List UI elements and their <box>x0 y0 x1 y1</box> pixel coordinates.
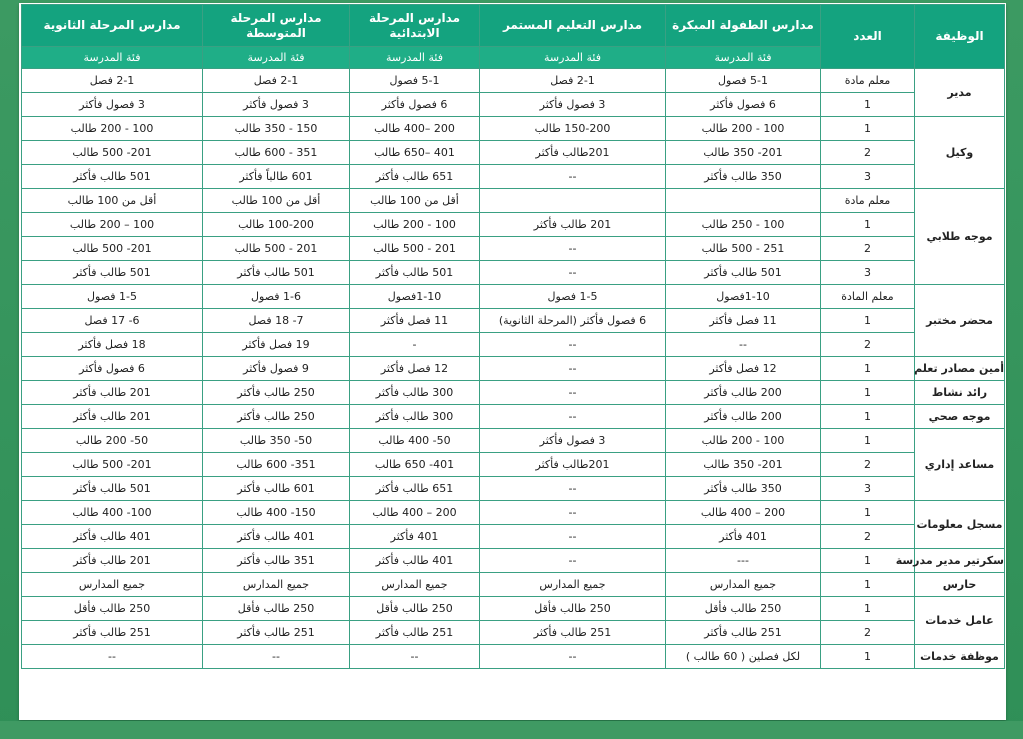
continuing-cell: -- <box>480 405 666 429</box>
count-cell: 2 <box>821 453 915 477</box>
table-row <box>22 429 1005 453</box>
early-cell: 200 طالب فأكثر <box>666 405 821 429</box>
continuing-cell: جميع المدارس <box>480 573 666 597</box>
middle-cell: 401 طالب فأكثر <box>203 525 350 549</box>
table-row <box>22 69 1005 93</box>
middle-cell: 19 فصل فأكثر <box>203 333 350 357</box>
count-cell: 1 <box>821 381 915 405</box>
role-cell: أمين مصادر تعلم <box>915 357 1005 381</box>
continuing-cell <box>480 189 666 213</box>
middle-cell: 250 طالب فأقل <box>203 597 350 621</box>
middle-cell: 351 - 600 طالب <box>203 141 350 165</box>
role-cell: محضر مختبر <box>915 285 1005 357</box>
count-cell: 1 <box>821 405 915 429</box>
early-cell: 350 طالب فأكثر <box>666 165 821 189</box>
secondary-cell: 250 طالب فأقل <box>22 597 203 621</box>
primary-cell: 12 فصل فأكثر <box>350 357 480 381</box>
middle-cell: 201 - 500 طالب <box>203 237 350 261</box>
subheader-school-category: فئة المدرسة <box>203 47 350 69</box>
primary-cell: 651 طالب فأكثر <box>350 477 480 501</box>
role-cell: موجه صحي <box>915 405 1005 429</box>
subheader-school-category: فئة المدرسة <box>350 47 480 69</box>
early-cell: 100 - 200 طالب <box>666 429 821 453</box>
middle-cell: 7- 18 فصل <box>203 309 350 333</box>
count-cell: 1 <box>821 309 915 333</box>
middle-cell: 150- 400 طالب <box>203 501 350 525</box>
primary-cell: 401 –650 طالب <box>350 141 480 165</box>
secondary-cell: 1-5 فصول <box>22 285 203 309</box>
secondary-cell: 201 طالب فأكثر <box>22 549 203 573</box>
primary-cell: 201 - 500 طالب <box>350 237 480 261</box>
count-cell: 1 <box>821 597 915 621</box>
header-continuing-education: مدارس التعليم المستمر <box>480 5 666 47</box>
count-cell: 1 <box>821 357 915 381</box>
subheader-school-category: فئة المدرسة <box>22 47 203 69</box>
table-row <box>22 597 1005 621</box>
primary-cell: 401- 650 طالب <box>350 453 480 477</box>
table-row <box>22 645 1005 669</box>
staffing-table <box>21 4 1005 669</box>
continuing-cell: -- <box>480 501 666 525</box>
middle-cell: 1-6 فصول <box>203 285 350 309</box>
continuing-cell: 201طالب فأكثر <box>480 453 666 477</box>
middle-cell: 251 طالب فأكثر <box>203 621 350 645</box>
primary-cell: -- <box>350 645 480 669</box>
table-row <box>22 501 1005 525</box>
count-cell: 2 <box>821 141 915 165</box>
continuing-cell: 3 فصول فأكثر <box>480 93 666 117</box>
continuing-cell: -- <box>480 261 666 285</box>
table-row <box>22 165 1005 189</box>
header-middle: مدارس المرحلة المتوسطة <box>203 5 350 47</box>
table-row <box>22 261 1005 285</box>
primary-cell: 50- 400 طالب <box>350 429 480 453</box>
primary-cell: 251 طالب فأكثر <box>350 621 480 645</box>
early-cell: 1-10فصول <box>666 285 821 309</box>
early-cell: 100 - 250 طالب <box>666 213 821 237</box>
continuing-cell: 1-5 فصول <box>480 285 666 309</box>
table-row <box>22 405 1005 429</box>
secondary-cell: 201- 500 طالب <box>22 141 203 165</box>
secondary-cell: 2-1 فصل <box>22 69 203 93</box>
early-cell: --- <box>666 549 821 573</box>
table-row <box>22 117 1005 141</box>
secondary-cell: 201- 500 طالب <box>22 237 203 261</box>
middle-cell: 9 فصول فأكثر <box>203 357 350 381</box>
role-cell: وكيل <box>915 117 1005 189</box>
middle-cell: 150 - 350 طالب <box>203 117 350 141</box>
role-cell: مساعد إداري <box>915 429 1005 501</box>
header-count: العدد <box>821 5 915 69</box>
primary-cell: 200 – 400 طالب <box>350 501 480 525</box>
early-cell: 401 فأكثر <box>666 525 821 549</box>
table-row <box>22 141 1005 165</box>
primary-cell: 5-1 فصول <box>350 69 480 93</box>
bottom-border <box>0 721 1023 739</box>
count-cell: معلم مادة <box>821 69 915 93</box>
early-cell: 5-1 فصول <box>666 69 821 93</box>
secondary-cell: 201 طالب فأكثر <box>22 405 203 429</box>
continuing-cell: -- <box>480 165 666 189</box>
primary-cell: 300 طالب فأكثر <box>350 381 480 405</box>
subheader-school-category: فئة المدرسة <box>666 47 821 69</box>
role-cell: مدير <box>915 69 1005 117</box>
secondary-cell: 501 طالب فأكثر <box>22 477 203 501</box>
continuing-cell: 201 طالب فأكثر <box>480 213 666 237</box>
primary-cell: جميع المدارس <box>350 573 480 597</box>
secondary-cell: 201 طالب فأكثر <box>22 381 203 405</box>
header-primary: مدارس المرحلة الابتدائية <box>350 5 480 47</box>
count-cell: 1 <box>821 93 915 117</box>
early-cell: 200 طالب فأكثر <box>666 381 821 405</box>
count-cell: 2 <box>821 237 915 261</box>
secondary-cell: 18 فصل فأكثر <box>22 333 203 357</box>
early-cell: 350 طالب فأكثر <box>666 477 821 501</box>
early-cell: لكل فصلين ( 60 طالب ) <box>666 645 821 669</box>
count-cell: 1 <box>821 117 915 141</box>
table-row <box>22 285 1005 309</box>
role-cell: رائد نشاط <box>915 381 1005 405</box>
continuing-cell: 6 فصول فأكثر (المرحلة الثانوية) <box>480 309 666 333</box>
subheader-school-category: فئة المدرسة <box>480 47 666 69</box>
table-row <box>22 237 1005 261</box>
continuing-cell: 2-1 فصل <box>480 69 666 93</box>
table-row <box>22 357 1005 381</box>
middle-cell: 50- 350 طالب <box>203 429 350 453</box>
table-row <box>22 93 1005 117</box>
early-cell: 200 – 400 طالب <box>666 501 821 525</box>
continuing-cell: -- <box>480 525 666 549</box>
middle-cell: 100-200 طالب <box>203 213 350 237</box>
count-cell: 3 <box>821 165 915 189</box>
early-cell: 501 طالب فأكثر <box>666 261 821 285</box>
count-cell: 1 <box>821 549 915 573</box>
count-cell: 1 <box>821 645 915 669</box>
secondary-cell: 100 – 200 طالب <box>22 213 203 237</box>
role-cell: مسجل معلومات <box>915 501 1005 549</box>
table-row <box>22 309 1005 333</box>
table-row <box>22 573 1005 597</box>
continuing-cell: 251 طالب فأكثر <box>480 621 666 645</box>
count-cell: معلم مادة <box>821 189 915 213</box>
primary-cell: - <box>350 333 480 357</box>
early-cell: 251 طالب فأكثر <box>666 621 821 645</box>
early-cell: 201- 350 طالب <box>666 141 821 165</box>
role-cell: موجه طلابي <box>915 189 1005 285</box>
middle-cell: 501 طالب فأكثر <box>203 261 350 285</box>
role-cell: حارس <box>915 573 1005 597</box>
secondary-cell: 501 طالب فأكثر <box>22 165 203 189</box>
continuing-cell: -- <box>480 645 666 669</box>
primary-cell: 401 طالب فأكثر <box>350 549 480 573</box>
continuing-cell: -- <box>480 381 666 405</box>
primary-cell: 1-10فصول <box>350 285 480 309</box>
secondary-cell: -- <box>22 645 203 669</box>
early-cell: جميع المدارس <box>666 573 821 597</box>
count-cell: 3 <box>821 261 915 285</box>
early-cell: 251 - 500 طالب <box>666 237 821 261</box>
middle-cell: 351 طالب فأكثر <box>203 549 350 573</box>
middle-cell: 601 طالب فأكثر <box>203 477 350 501</box>
continuing-cell: 201طالب فأكثر <box>480 141 666 165</box>
table-row <box>22 213 1005 237</box>
header-role: الوظيفة <box>915 5 1005 69</box>
early-cell: 250 طالب فأقل <box>666 597 821 621</box>
continuing-cell: -- <box>480 357 666 381</box>
table-row <box>22 621 1005 645</box>
document-sheet <box>19 3 1006 720</box>
primary-cell: أقل من 100 طالب <box>350 189 480 213</box>
continuing-cell: 250 طالب فأقل <box>480 597 666 621</box>
primary-cell: 250 طالب فأقل <box>350 597 480 621</box>
primary-cell: 6 فصول فأكثر <box>350 93 480 117</box>
secondary-cell: 201- 500 طالب <box>22 453 203 477</box>
header-early-childhood: مدارس الطفولة المبكرة <box>666 5 821 47</box>
table-row <box>22 333 1005 357</box>
continuing-cell: 3 فصول فأكثر <box>480 429 666 453</box>
continuing-cell: -- <box>480 237 666 261</box>
secondary-cell: 251 طالب فأكثر <box>22 621 203 645</box>
middle-cell: 2-1 فصل <box>203 69 350 93</box>
table-body <box>22 69 1005 669</box>
continuing-cell: -- <box>480 477 666 501</box>
secondary-cell: جميع المدارس <box>22 573 203 597</box>
continuing-cell: -- <box>480 333 666 357</box>
middle-cell: 250 طالب فأكثر <box>203 405 350 429</box>
secondary-cell: 6 فصول فأكثر <box>22 357 203 381</box>
primary-cell: 200 –400 طالب <box>350 117 480 141</box>
role-cell: سكرتير مدير مدرسة <box>915 549 1005 573</box>
secondary-cell: 6- 17 فصل <box>22 309 203 333</box>
secondary-cell: 100- 400 طالب <box>22 501 203 525</box>
continuing-cell: -- <box>480 549 666 573</box>
count-cell: 2 <box>821 525 915 549</box>
table-row <box>22 549 1005 573</box>
count-cell: 1 <box>821 213 915 237</box>
header-secondary: مدارس المرحلة الثانوية <box>22 5 203 47</box>
middle-cell: -- <box>203 645 350 669</box>
middle-cell: أقل من 100 طالب <box>203 189 350 213</box>
primary-cell: 100 - 200 طالب <box>350 213 480 237</box>
primary-cell: 300 طالب فأكثر <box>350 405 480 429</box>
header-row <box>22 5 1005 47</box>
table-row <box>22 189 1005 213</box>
count-cell: 3 <box>821 477 915 501</box>
early-cell <box>666 189 821 213</box>
secondary-cell: أقل من 100 طالب <box>22 189 203 213</box>
role-cell: موظفة خدمات <box>915 645 1005 669</box>
secondary-cell: 501 طالب فأكثر <box>22 261 203 285</box>
continuing-cell: 150-200 طالب <box>480 117 666 141</box>
primary-cell: 401 فأكثر <box>350 525 480 549</box>
primary-cell: 501 طالب فأكثر <box>350 261 480 285</box>
middle-cell: جميع المدارس <box>203 573 350 597</box>
role-cell: عامل خدمات <box>915 597 1005 645</box>
middle-cell: 351- 600 طالب <box>203 453 350 477</box>
early-cell: 100 - 200 طالب <box>666 117 821 141</box>
table-row <box>22 525 1005 549</box>
count-cell: 2 <box>821 333 915 357</box>
middle-cell: 601 طالباً فأكثر <box>203 165 350 189</box>
count-cell: 2 <box>821 621 915 645</box>
early-cell: 11 فصل فأكثر <box>666 309 821 333</box>
table-row <box>22 381 1005 405</box>
early-cell: 201- 350 طالب <box>666 453 821 477</box>
table-row <box>22 477 1005 501</box>
secondary-cell: 3 فصول فأكثر <box>22 93 203 117</box>
early-cell: 12 فصل فأكثر <box>666 357 821 381</box>
count-cell: 1 <box>821 429 915 453</box>
table-row <box>22 453 1005 477</box>
secondary-cell: 100 - 200 طالب <box>22 117 203 141</box>
count-cell: 1 <box>821 501 915 525</box>
early-cell: -- <box>666 333 821 357</box>
early-cell: 6 فصول فأكثر <box>666 93 821 117</box>
middle-cell: 250 طالب فأكثر <box>203 381 350 405</box>
primary-cell: 651 طالب فأكثر <box>350 165 480 189</box>
secondary-cell: 50- 200 طالب <box>22 429 203 453</box>
primary-cell: 11 فصل فأكثر <box>350 309 480 333</box>
count-cell: 1 <box>821 573 915 597</box>
middle-cell: 3 فصول فأكثر <box>203 93 350 117</box>
secondary-cell: 401 طالب فأكثر <box>22 525 203 549</box>
count-cell: معلم المادة <box>821 285 915 309</box>
